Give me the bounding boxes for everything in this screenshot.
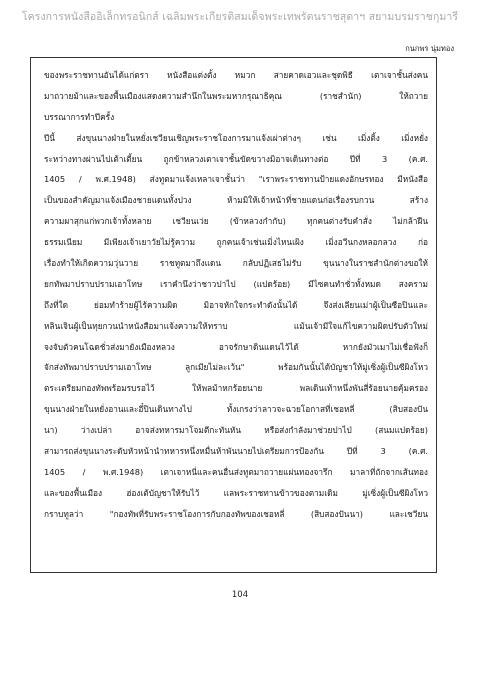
text-line: เป็นของสำคัญมาแจ้งเมืองชายแดนทั้งปวง ห้ามมิให้เจ้าหน้าที่ชายแดนก่อเรื่องรบกวน สร้าง xyxy=(44,195,428,206)
text-line: ธรรมเนียม มีเพียงเจ้าเยาวัยไม่รู้ความ ถูกคนเจ้าเช่นเมิ่งไหนเผิง เมิ่งอวีนกงหลอกลวง ก่อ xyxy=(44,237,428,248)
author-name: กนกพร นุ่มทอง xyxy=(405,44,454,53)
text-line: ความผาสุกแก่พวกเจ้าทั้งหลาย เชวียนเว่ย (ข้าหลวงกำกับ) ทุกคนต่างรับคำสั่ง ไม่กล้าฝืน xyxy=(44,216,428,227)
text-line: สามารถส่งขุนนางระดับหัวหน้านำทหารหนึ่งหมื่นห้าพันนายไปเตรียมการป้องกัน ปีที่ 3 (ค.ศ. xyxy=(44,446,428,457)
page-number: 104 xyxy=(231,590,249,600)
text-line: เรื่องทำให้เกิดความวุ่นวาย ราชทูตมาถึงแดน กลับปฏิเสธไม่รับ ขุนนางในราชสำนักต่างขอให้ xyxy=(44,258,428,269)
text-line: นา) ว่างเปล่า อาจส่งทหารมาโจมตีกะทันหัน หรือส่งกำลังมาช่วยปาไป่ (สนมแปดร้อย) xyxy=(44,425,428,436)
text-line: ระหว่างทางผ่านไปเต้าเตี้ยน ถูกข้าหลวงเตาเจาชั้นขัดขวางมิอาจเดินทางต่อ ปีที่ 3 (ค.ศ. xyxy=(44,153,428,164)
text-line: กราบทูลว่า "กองทัพที่รับพระราชโองการกับกองทัพของเชอหลี่ (สิบสองปันนา) และเชวียน xyxy=(44,508,428,519)
text-line: และของพื้นเมือง ฮ่องเต้บัญชาให้รับไว้ แลพระราชทานข้าวของตามเดิม มู่เซิ่งผู้เป็นซีผิงโหว xyxy=(44,487,428,498)
text-line: ถึงที่ใด ย่อมทำร้ายผู้ไร้ความผิด มิอาจหักใจกระทำดังนั้นได้ จึงส่งเลียนเม่าผู้เป็นซือปินและ xyxy=(44,299,428,310)
text-line: จักส่งทัพมาปราบปรามเอาโทษ ลูกเมียไม่ละเว้น" พร้อมกันนั้นได้บัญชาให้มู่เซิ่งผู้เป็นซีผิงโหว xyxy=(44,362,428,373)
text-line: 1405 / พ.ศ.1948) ส่งทูตมาแจ้งเหลาเจาชั้นว่า "เราพระราชทานป้ายแดงอักษรทอง มีหนังสือ xyxy=(44,174,428,185)
text-line: จงจับตัวคนโฉดชั่วส่งมายังเมืองหลวง อาจรักษาดินแดนไว้ได้ หากยังมัวเมาไม่เชื่อฟังก็ xyxy=(44,341,428,352)
text-line: ตระเตรียมกองทัพพร้อมรบรอไว้ ให้พลม้าหกร้อยนาย พลเดินเท้าหนึ่งพันสี่ร้อยนายคุ้มครอง xyxy=(44,383,428,394)
text-line: 1405 / พ.ศ.1948) เตาเจาหนี่และคนอื่นส่งทูตมาถวายแผ่นทองจารึก มาลาที่ถักจากเส้นทอง xyxy=(44,466,428,477)
text-line: ปีนี้ ส่งขุนนางฝ่ายในหยั่งเชวียนเชิญพระราชโองการมาแจ้งเผ่าต่างๆ เช่น เมิ่งติ้ง เมิ่งหยั่ง xyxy=(44,132,428,143)
text-line: มาถวายม้าและของพื้นเมืองแสดงความสำนึกในพระมหากรุณาธิคุณ (ราชสำนัก) ให้ถวาย xyxy=(44,90,428,101)
text-line: หลินเจินผู้เป็นทุยกวนนำหนังสือมาแจ้งความให้ทราบ แม้นเจ้ามีใจแก้ไขความผิดปรับตัวใหม่ xyxy=(44,320,428,331)
body-text-box xyxy=(30,57,437,573)
running-header: โครงการหนังสืออิเล็กทรอนิกส์ เฉลิมพระเกียรติสมเด็จพระเทพรัตนราชสุดาฯ สยามบรมราชกุมารี xyxy=(21,11,459,23)
text-line: บรรณาการทำปีครั้ง xyxy=(44,111,115,122)
text-line: ยกทัพมาปราบปรามเอาโทษ เราคำนึงว่าชาวปาไป (แปดร้อย) มีไซคนทำชั่วทั้งหมด สงคราม xyxy=(44,278,428,289)
text-line: ของพระราชทานอันได้แก่ตรา หนังสือแต่งตั้ง หมวก สายคาดเอวและชุดพิธี เตาเจาชั้นส่งคน xyxy=(44,70,428,80)
text-line: ขุนนางฝ่ายในหยั่งอานและอี๋ปินเดินทางไป ทั้งเกรงว่าลาวจะฉวยโอกาสที่เชอหลี่ (สิบสองปัน xyxy=(44,404,428,415)
